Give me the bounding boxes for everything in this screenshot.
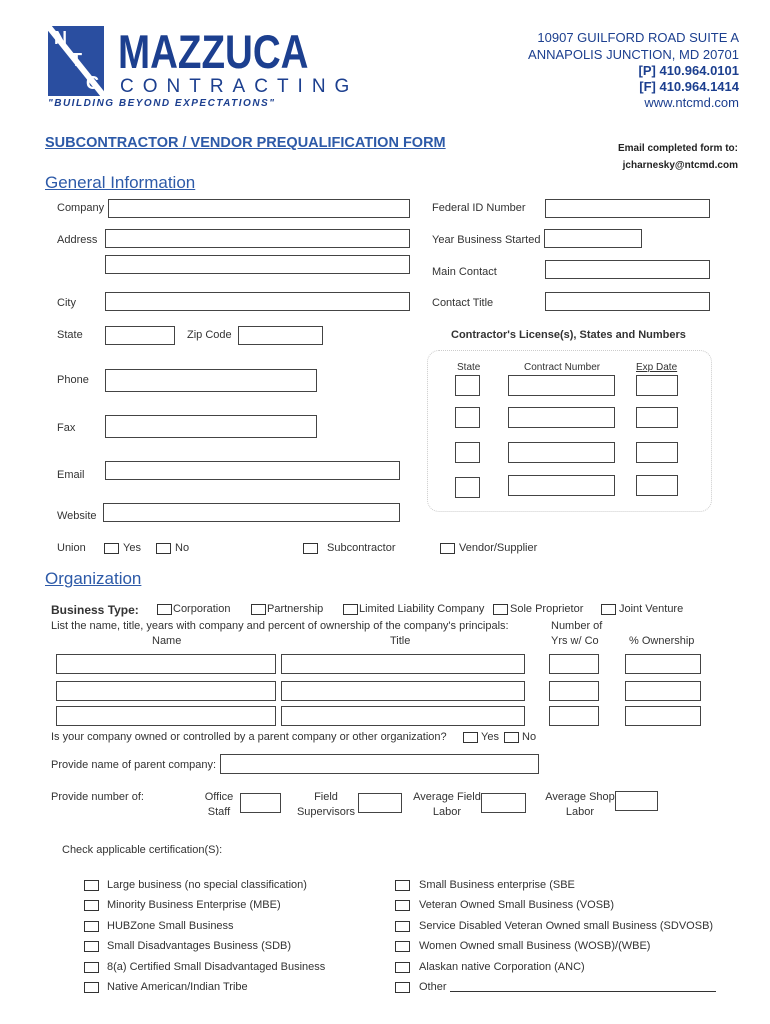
principal-ownership-header: % Ownership xyxy=(629,635,695,647)
subcontractor-checkbox[interactable] xyxy=(303,543,318,554)
cert-vosb-checkbox[interactable] xyxy=(395,900,410,911)
type-sole-proprietor-label: Sole Proprietor xyxy=(510,603,584,615)
cert-sdvosb-checkbox[interactable] xyxy=(395,921,410,932)
cert-vosb-label: Veteran Owned Small Business (VOSB) xyxy=(419,899,615,911)
parent-no-checkbox[interactable] xyxy=(504,732,519,743)
address-field-2[interactable] xyxy=(105,255,410,274)
cert-native-american-checkbox[interactable] xyxy=(84,982,99,993)
cert-wosb-label: Women Owned small Business (WOSB)/(WBE) xyxy=(419,940,651,952)
website-field[interactable] xyxy=(103,503,400,522)
email-note-address: jcharnesky@ntcmd.com xyxy=(622,160,738,171)
fax-label: Fax xyxy=(57,422,76,434)
logo-letter-c: C xyxy=(86,73,99,93)
organization-heading: Organization xyxy=(45,569,142,588)
license-exp-header: Exp Date xyxy=(636,362,678,373)
type-joint-venture-checkbox[interactable] xyxy=(601,604,616,615)
type-partnership-label: Partnership xyxy=(267,603,324,615)
phone-field[interactable] xyxy=(105,369,317,392)
license-state-field-3[interactable] xyxy=(455,442,480,463)
vendor-label: Vendor/Supplier xyxy=(459,542,538,554)
main-contact-field[interactable] xyxy=(545,260,710,279)
email-note-label: Email completed form to: xyxy=(617,143,738,154)
parent-yes-checkbox[interactable] xyxy=(463,732,478,743)
certifications-heading: Check applicable certification(S): xyxy=(62,844,223,856)
office-staff-label-1: Office xyxy=(204,791,234,803)
type-corporation-checkbox[interactable] xyxy=(157,604,172,615)
parent-no-label: No xyxy=(522,731,537,743)
avg-field-labor-field[interactable] xyxy=(481,793,526,813)
parent-question: Is your company owned or controlled by a parent company or other organization? xyxy=(51,731,447,743)
license-state-field-4[interactable] xyxy=(455,477,480,498)
city-label: City xyxy=(57,297,76,309)
principal-title-field-3[interactable] xyxy=(281,706,525,726)
website-label: Website xyxy=(57,510,97,522)
principal-ownership-field-1[interactable] xyxy=(625,654,701,674)
field-supervisors-label-2: Supervisors xyxy=(296,806,356,818)
license-exp-field-2[interactable] xyxy=(636,407,678,428)
avg-field-labor-label-2: Labor xyxy=(432,806,462,818)
principal-name-field-3[interactable] xyxy=(56,706,276,726)
cert-native-american-label: Native American/Indian Tribe xyxy=(107,981,248,993)
type-partnership-checkbox[interactable] xyxy=(251,604,266,615)
fax-field[interactable] xyxy=(105,415,317,438)
contact-title-field[interactable] xyxy=(545,292,710,311)
type-llc-checkbox[interactable] xyxy=(343,604,358,615)
address-line-2: ANNAPOLIS JUNCTION, MD 20701 xyxy=(528,47,739,62)
general-heading: General Information xyxy=(45,173,196,192)
union-no-label: No xyxy=(175,542,190,554)
number-of-label: Provide number of: xyxy=(51,791,144,803)
field-supervisors-field[interactable] xyxy=(358,793,402,813)
address-label: Address xyxy=(57,234,98,246)
principals-note: List the name, title, years with company and percent of ownership of the company's principals: xyxy=(51,620,509,632)
license-number-field-3[interactable] xyxy=(508,442,615,463)
address-fax: [F] 410.964.1414 xyxy=(639,79,739,94)
brand-sub: CONTRACTING xyxy=(120,76,359,97)
type-llc-label: Limited Liability Company xyxy=(359,603,485,615)
federal-id-field[interactable] xyxy=(545,199,710,218)
license-number-field-2[interactable] xyxy=(508,407,615,428)
cert-mbe-label: Minority Business Enterprise (MBE) xyxy=(107,899,281,911)
email-field[interactable] xyxy=(105,461,400,480)
city-field[interactable] xyxy=(105,292,410,311)
license-heading: Contractor's License(s), States and Numbers xyxy=(451,329,686,341)
union-label: Union xyxy=(57,542,86,554)
zip-field[interactable] xyxy=(238,326,323,345)
cert-other-label: Other xyxy=(419,981,447,993)
parent-yes-label: Yes xyxy=(481,731,499,743)
type-corporation-label: Corporation xyxy=(173,603,231,615)
address-web: www.ntcmd.com xyxy=(644,95,739,110)
type-sole-proprietor-checkbox[interactable] xyxy=(493,604,508,615)
office-staff-label-2: Staff xyxy=(207,806,231,818)
cert-sbe-label: Small Business enterprise (SBE xyxy=(419,879,575,891)
cert-8a-label: 8(a) Certified Small Disadvantaged Business xyxy=(107,961,326,973)
contact-title-label: Contact Title xyxy=(432,297,494,309)
main-contact-label: Main Contact xyxy=(432,266,497,278)
state-label: State xyxy=(57,329,83,341)
license-number-field-1[interactable] xyxy=(508,375,615,396)
cert-sdb-checkbox[interactable] xyxy=(84,941,99,952)
parent-name-label: Provide name of parent company: xyxy=(51,759,217,771)
phone-label: Phone xyxy=(57,374,89,386)
avg-shop-labor-label-2: Labor xyxy=(565,806,595,818)
field-supervisors-label-1: Field xyxy=(314,791,338,803)
cert-large-business-checkbox[interactable] xyxy=(84,880,99,891)
state-field[interactable] xyxy=(105,326,175,345)
avg-shop-labor-label-1: Average Shop xyxy=(545,791,615,803)
cert-anc-checkbox[interactable] xyxy=(395,962,410,973)
license-number-field-4[interactable] xyxy=(508,475,615,496)
cert-mbe-checkbox[interactable] xyxy=(84,900,99,911)
license-exp-field-4[interactable] xyxy=(636,475,678,496)
page-title: SUBCONTRACTOR / VENDOR PREQUALIFICATION FORM xyxy=(45,135,446,151)
email-label: Email xyxy=(57,469,85,481)
cert-sbe-checkbox[interactable] xyxy=(395,880,410,891)
cert-hubzone-label: HUBZone Small Business xyxy=(107,920,234,932)
brand-name: MAZZUCA xyxy=(118,25,309,78)
principal-years-header-1: Number of xyxy=(551,620,603,632)
cert-large-business-label: Large business (no special classification) xyxy=(107,879,307,891)
address-phone: [P] 410.964.0101 xyxy=(638,63,739,78)
license-state-header: State xyxy=(457,362,481,373)
year-started-field[interactable] xyxy=(544,229,642,248)
license-state-field-2[interactable] xyxy=(455,407,480,428)
principal-years-field-3[interactable] xyxy=(549,706,599,726)
principal-title-field-2[interactable] xyxy=(281,681,525,701)
principal-name-field-2[interactable] xyxy=(56,681,276,701)
vendor-checkbox[interactable] xyxy=(440,543,455,554)
address-field-1[interactable] xyxy=(105,229,410,248)
avg-shop-labor-field[interactable] xyxy=(615,791,658,811)
principal-years-header-2: Yrs w/ Co xyxy=(551,635,599,647)
year-started-label: Year Business Started xyxy=(432,234,541,246)
cert-8a-checkbox[interactable] xyxy=(84,962,99,973)
logo-letter-t: T xyxy=(71,50,82,70)
principal-name-header: Name xyxy=(152,635,182,647)
principal-title-field-1[interactable] xyxy=(281,654,525,674)
union-no-checkbox[interactable] xyxy=(156,543,171,554)
cert-anc-label: Alaskan native Corporation (ANC) xyxy=(419,961,585,973)
address-line-1: 10907 GUILFORD ROAD SUITE A xyxy=(537,30,739,45)
cert-other-checkbox[interactable] xyxy=(395,982,410,993)
license-state-field-1[interactable] xyxy=(455,375,480,396)
union-yes-label: Yes xyxy=(123,542,141,554)
principal-years-field-1[interactable] xyxy=(549,654,599,674)
cert-wosb-checkbox[interactable] xyxy=(395,941,410,952)
subcontractor-label: Subcontractor xyxy=(327,542,396,554)
office-staff-field[interactable] xyxy=(240,793,281,813)
zip-label: Zip Code xyxy=(187,329,232,341)
company-label: Company xyxy=(57,202,105,214)
logo-letter-n: N xyxy=(54,28,67,48)
cert-hubzone-checkbox[interactable] xyxy=(84,921,99,932)
principal-ownership-field-2[interactable] xyxy=(625,681,701,701)
business-type-label: Business Type: xyxy=(51,603,139,617)
cert-other-input-line[interactable] xyxy=(450,991,716,992)
type-joint-venture-label: Joint Venture xyxy=(619,603,684,615)
cert-sdvosb-label: Service Disabled Veteran Owned small Business (SDVOSB) xyxy=(419,920,714,932)
principal-ownership-field-3[interactable] xyxy=(625,706,701,726)
parent-name-field[interactable] xyxy=(220,754,539,774)
federal-id-label: Federal ID Number xyxy=(432,202,526,214)
principal-title-header: Title xyxy=(390,635,411,647)
union-yes-checkbox[interactable] xyxy=(104,543,119,554)
avg-field-labor-label-1: Average Field xyxy=(413,791,481,803)
license-exp-field-3[interactable] xyxy=(636,442,678,463)
tagline: "BUILDING BEYOND EXPECTATIONS" xyxy=(48,98,276,109)
principal-years-field-2[interactable] xyxy=(549,681,599,701)
cert-sdb-label: Small Disadvantages Business (SDB) xyxy=(107,940,292,952)
license-exp-field-1[interactable] xyxy=(636,375,678,396)
company-field[interactable] xyxy=(108,199,410,218)
principal-name-field-1[interactable] xyxy=(56,654,276,674)
license-number-header: Contract Number xyxy=(524,362,601,373)
